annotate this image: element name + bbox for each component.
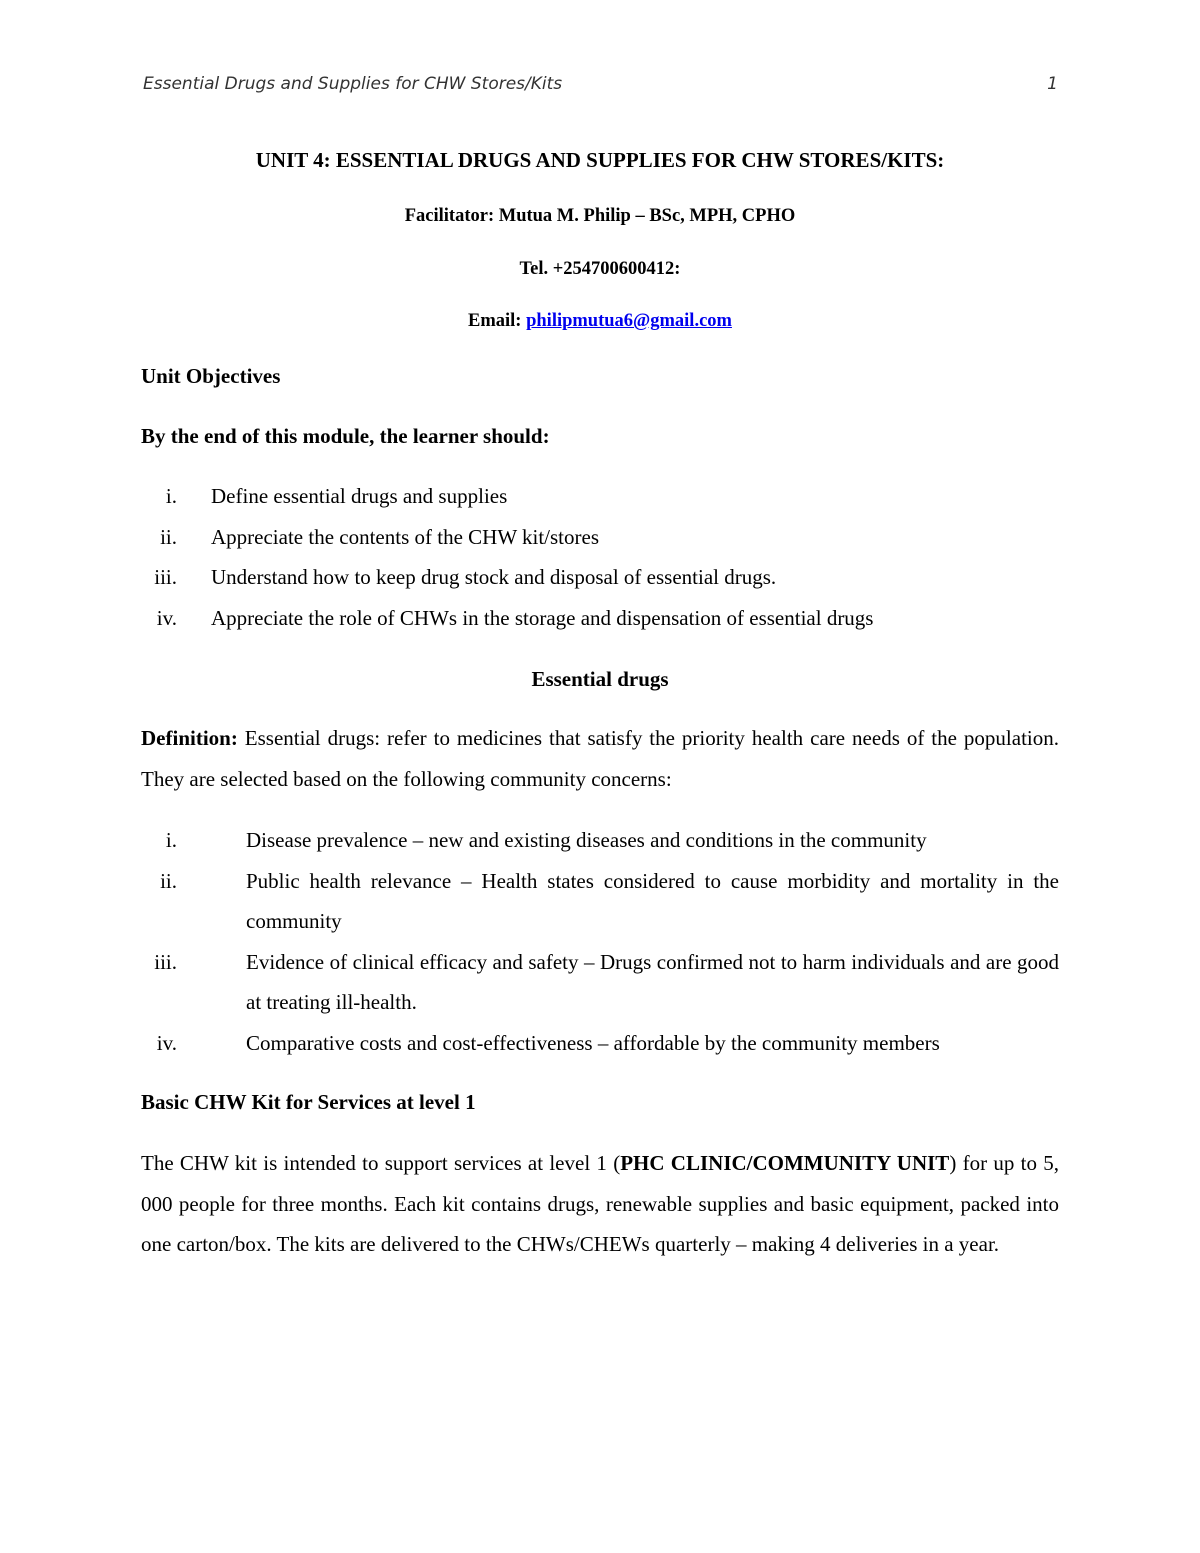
objectives-list bbox=[141, 476, 1059, 638]
list-item-number: iii. bbox=[154, 949, 177, 974]
page-number: 1 bbox=[1047, 74, 1058, 94]
list-item-number: i. bbox=[165, 484, 177, 508]
essential-drugs-heading: Essential drugs bbox=[531, 667, 669, 691]
list-item bbox=[141, 557, 1059, 598]
list-item-text: Understand how to keep drug stock and disposal of essential drugs. bbox=[211, 565, 777, 590]
list-item-number: iii. bbox=[154, 565, 177, 590]
list-item-text: Comparative costs and cost-effectiveness – affordable by the community members bbox=[246, 1030, 940, 1055]
list-item-number: i. bbox=[165, 828, 177, 852]
unit-title: UNIT 4: ESSENTIAL DRUGS AND SUPPLIES FOR CHW STORES/KITS: bbox=[255, 148, 945, 172]
list-item-text: Evidence of clinical efficacy and safety – Drugs confirmed not to harm individuals and are good at treating ill-health. bbox=[246, 949, 1059, 1015]
email-label: Email: bbox=[468, 311, 527, 331]
definition-label: Definition: bbox=[141, 726, 238, 750]
list-item bbox=[141, 598, 1059, 639]
list-item-number: ii. bbox=[160, 868, 177, 893]
list-item bbox=[141, 942, 1059, 1023]
list-item-number: iv. bbox=[156, 605, 177, 630]
telephone-line: Tel. +254700600412: bbox=[519, 259, 681, 279]
list-item bbox=[141, 1023, 1059, 1064]
objectives-intro: By the end of this module, the learner should: bbox=[141, 424, 550, 448]
list-item-number: ii. bbox=[160, 524, 177, 549]
kit-paragraph-level-name: PHC CLINIC/COMMUNITY UNIT bbox=[620, 1151, 950, 1175]
kit-heading: Basic CHW Kit for Services at level 1 bbox=[141, 1090, 476, 1114]
email-link[interactable]: philipmutua6@gmail.com bbox=[526, 311, 732, 331]
objectives-heading: Unit Objectives bbox=[141, 364, 281, 388]
list-item bbox=[141, 476, 1059, 517]
running-header bbox=[143, 74, 1058, 100]
list-item-text: Public health relevance – Health states considered to cause morbidity and mortality in the community bbox=[246, 868, 1059, 934]
email-line bbox=[141, 301, 1059, 342]
definition-text: Essential drugs: refer to medicines that satisfy the priority health care needs of the population. They are selected based on the following community concerns: bbox=[141, 726, 1059, 791]
definition-paragraph bbox=[141, 718, 1059, 799]
list-item bbox=[141, 820, 1059, 861]
list-item bbox=[141, 517, 1059, 558]
list-item-text: Appreciate the contents of the CHW kit/stores bbox=[211, 524, 600, 549]
list-item-number: iv. bbox=[156, 1030, 177, 1055]
criteria-list bbox=[141, 820, 1059, 1064]
kit-paragraph-text-end: ) for up to 5, 000 people for three months. Each kit contains drugs, renewable supplies and basic equipment, packed into one carton/box. The kits are delivered to the CHWs/CHEWs quarterly – making 4 deliveries in a year. bbox=[141, 1151, 1059, 1257]
facilitator-line: Facilitator: Mutua M. Philip – BSc, MPH, CPHO bbox=[404, 206, 796, 226]
running-header-title: Essential Drugs and Supplies for CHW Stores/Kits bbox=[143, 74, 563, 94]
kit-paragraph bbox=[141, 1143, 1059, 1265]
list-item-text: Disease prevalence – new and existing diseases and conditions in the community bbox=[246, 828, 927, 852]
list-item bbox=[141, 861, 1059, 942]
list-item-text: Define essential drugs and supplies bbox=[211, 484, 508, 508]
list-item-text: Appreciate the role of CHWs in the storage and dispensation of essential drugs bbox=[211, 605, 874, 630]
kit-paragraph-text-start: The CHW kit is intended to support services at level 1 ( bbox=[141, 1151, 621, 1175]
